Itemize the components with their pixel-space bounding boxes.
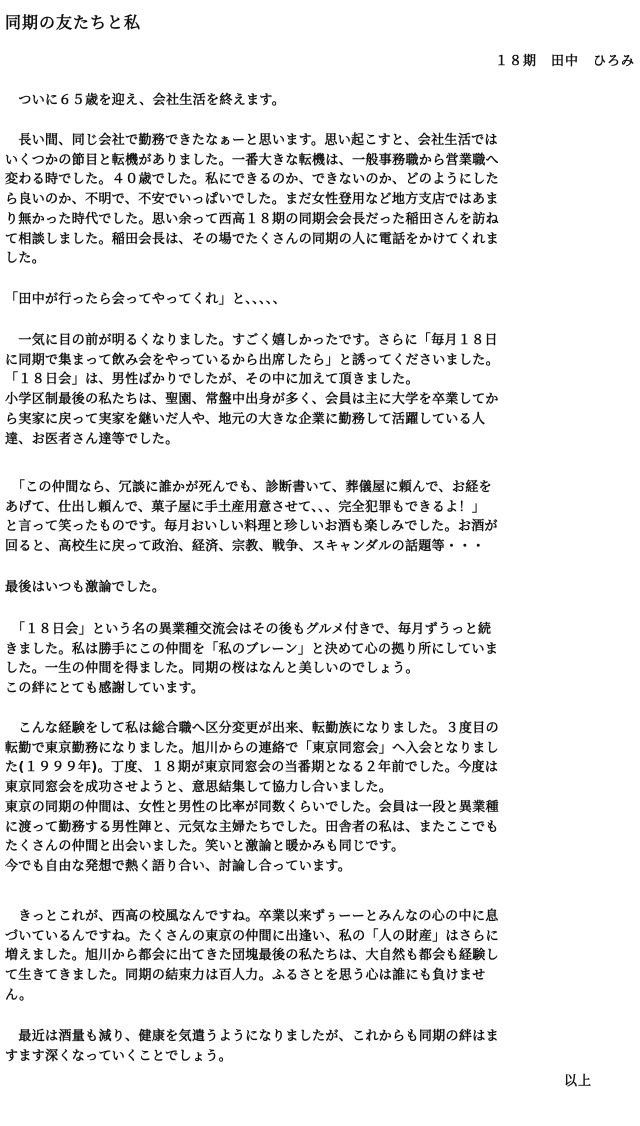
- page-title: 同期の友たちと私: [5, 13, 142, 32]
- paragraph-7: [5, 620, 635, 699]
- paragraph-line: ら実家に戻って実家を継いだ人や、地元の大きな企業に勤務して活躍している人: [5, 411, 486, 427]
- paragraph-line: 回ると、高校生に戻って政治、経済、宗教、戦争、スキャンダルの話題等・・・: [5, 539, 486, 555]
- paragraph-2: [5, 131, 635, 269]
- paragraph-line: 「この仲間なら、冗談に誰かが死んでも、診断書いて、葬儀屋に頼んで、お経を: [5, 480, 492, 495]
- paragraph-line: 最後はいつも激論でした。: [5, 580, 166, 595]
- paragraph-line: こんな経験をして私は総合職へ区分変更が出来、転勤族になりました。３度目の: [5, 721, 499, 736]
- paragraph-line: この絆にとても感謝しています。: [5, 681, 205, 697]
- paragraph-1: [5, 91, 635, 111]
- paragraph-line: 小学区制最後の私たちは、聖園、常盤中出身が多く、会員は主に大学を卒業してか: [5, 392, 499, 408]
- author-line: １８期 田中 ひろみ: [494, 54, 635, 69]
- paragraph-line: 「１８日会」は、男性ばかりでしたが、その中に加えて頂きました。: [5, 372, 419, 388]
- paragraph-line: 一気に目の前が明るくなりました。すごく嬉しかったです。さらに「毎月１８日: [5, 333, 498, 348]
- paragraph-line: と言って笑ったものです。毎月おいしい料理と珍しいお酒も楽しみでした。お酒が: [5, 519, 498, 535]
- paragraph-line: 「田中が行ったら会ってやってくれ」と、、、、、: [5, 292, 287, 307]
- paragraph-line: いくつかの節目と転機がありました。一番大きな転機は、一般事務職から営業職へ: [5, 152, 499, 168]
- paragraph-line: あげて、仕出し頼んで、菓子屋に手土産用意させて、、、完全犯罪もできるよ！」: [5, 499, 486, 515]
- paragraph-line: 今でも自由な発想で熱く語り合い、討論し合っています。: [5, 858, 352, 874]
- paragraph-line: り無かった時代でした。思い余って西高１８期の同期会会長だった稲田さんを訪ね: [5, 211, 499, 227]
- paragraph-8: [5, 719, 635, 877]
- paragraph-line: に同期で集まって飲み会をやっているから出席したら」と誘ってくださいました。: [5, 352, 499, 368]
- paragraph-line: 転勤で東京勤務になりました。旭川からの連絡で「東京同窓会」へ入会となりまし: [5, 740, 499, 756]
- paragraph-line: 達、お医者さん達等でした。: [5, 431, 179, 447]
- paragraph-line: きっとこれが、西高の校風なんですね。卒業以来ずぅーーとみんなの心の中に息: [5, 909, 499, 924]
- paragraph-line: ん。: [5, 987, 33, 1003]
- paragraph-9: [5, 907, 635, 1006]
- paragraph-line: て相談しました。稲田会長は、その場でたくさんの同期の人に電話をかけてくれま: [5, 231, 499, 247]
- paragraph-3: [5, 290, 635, 310]
- paragraph-5: [5, 478, 635, 557]
- paragraph-line: 長い間、同じ会社で勤務できたなぁーと思います。思い起こすと、会社生活では: [5, 133, 498, 148]
- paragraph-line: た(１９９９年)。丁度、１８期が東京同窓会の当番期となる２年前でした。今度は: [5, 760, 499, 776]
- paragraph-10: [5, 1027, 635, 1066]
- paragraph-line: て生きてきました。同期の結束力は百人力。ふるさとを思う心は誰にも負けませ: [5, 968, 486, 984]
- paragraph-line: に渡って勤務する男性陣と、元気な主婦たちでした。田舎者の私は、またここでも: [5, 819, 499, 835]
- paragraph-line: すます深くなっていくことでしょう。: [5, 1048, 232, 1064]
- paragraph-line: ら良いのか、不明で、不安でいっぱいでした。まだ女性登用など地方支店ではあま: [5, 192, 499, 208]
- paragraph-line: 増えました。旭川から都会に出てきた団塊最後の私たちは、大自然も都会も経験し: [5, 948, 499, 964]
- paragraph-line: づいているんですね。たくさんの東京の仲間に出逢い、私の「人の財産」はさらに: [5, 928, 499, 944]
- paragraph-line: 最近は酒量も減り、健康を気遣うようになりましたが、これからも同期の絆はま: [5, 1029, 499, 1044]
- paragraph-line: 変わる時でした。４０歳でした。私にできるのか、できないのか、どのようにした: [5, 172, 499, 188]
- paragraph-line: ついに６５歳を迎え、会社生活を終えます。: [5, 93, 286, 108]
- paragraph-line: 「１８日会」という名の異業種交流会はその後もグルメ付きで、毎月ずうっと続: [5, 622, 492, 637]
- paragraph-line: した。: [5, 251, 46, 267]
- paragraph-6: [5, 578, 635, 598]
- closing-mark: 以上: [564, 1074, 593, 1089]
- paragraph-line: 東京同窓会を成功させようと、意思結集して協力し合いました。: [5, 780, 393, 796]
- paragraph-line: した。一生の仲間を得ました。同期の桜はなんと美しいのでしょう。: [5, 661, 419, 677]
- paragraph-line: 東京の同期の仲間は、女性と男性の比率が同数くらいでした。会員は一段と異業種: [5, 799, 499, 815]
- paragraph-line: たくさんの仲間と出会いました。笑いと激論と暖かみも同じです。: [5, 839, 405, 855]
- paragraph-4: [5, 331, 635, 449]
- paragraph-line: きました。私は勝手にこの仲間を「私のブレーン」と決めて心の拠り所にしていま: [5, 641, 499, 657]
